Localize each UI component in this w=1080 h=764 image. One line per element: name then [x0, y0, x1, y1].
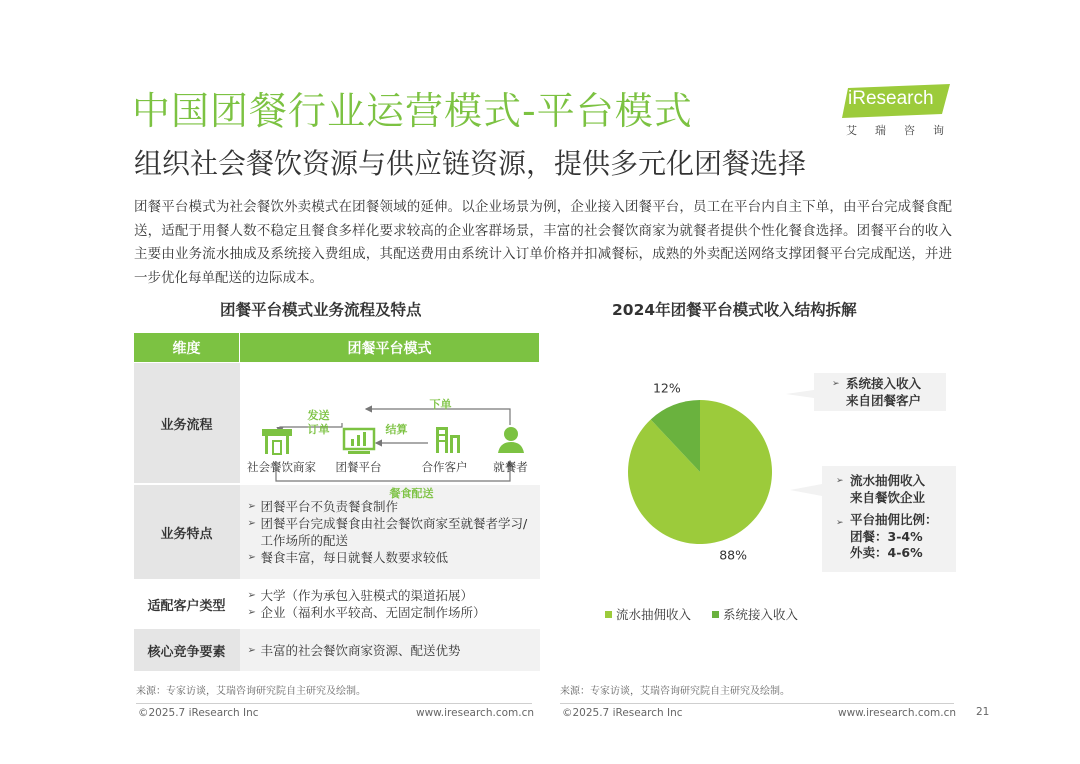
- flow-label-order: 下单: [429, 398, 452, 411]
- list-item: ➢ 丰富的社会餐饮商家资源、配送优势: [248, 642, 534, 659]
- restaurant-icon: [262, 429, 292, 454]
- callout-line: 平台抽佣比例：: [850, 512, 938, 527]
- list-item: ➢ 团餐平台完成餐食由社会餐饮商家至就餐者学习/工作场所的配送: [248, 515, 534, 549]
- callout-line: 外卖：4-6%: [850, 545, 923, 560]
- client-building-icon: [436, 427, 460, 453]
- table-header-mode: 团餐平台模式: [240, 333, 540, 363]
- legend-label: 系统接入收入: [723, 607, 799, 622]
- callout-line: 来自餐饮企业: [850, 489, 926, 505]
- callout-bullet: ➢: [832, 379, 840, 389]
- callout-system-revenue: [832, 376, 921, 409]
- flow-node-merchants: 社会餐饮商家: [247, 460, 316, 474]
- list-item: ➢ 餐食丰富，每日就餐人数要求较低: [248, 549, 534, 566]
- footer-divider-left: [136, 703, 532, 704]
- callout-line: 系统接入收入: [846, 376, 922, 391]
- row-label-client-types: 适配客户类型: [134, 580, 240, 628]
- callout-line: 团餐：3-4%: [850, 528, 923, 544]
- left-section-title: 团餐平台模式业务流程及特点: [220, 301, 422, 319]
- footer-copyright-left: ©2025.7 iResearch Inc: [138, 707, 259, 719]
- process-flow-diagram: [240, 363, 540, 500]
- callout-commission-revenue: [836, 473, 938, 562]
- flow-label-send-2: 订单: [307, 423, 330, 436]
- core-competency-cell: [240, 628, 540, 672]
- callout-bullet: ➢: [836, 518, 844, 528]
- callout-line: 来自团餐客户: [846, 392, 922, 408]
- list-item: ➢ 大学（作为承包入驻模式的渠道拓展）: [248, 587, 534, 604]
- features-cell: [240, 484, 540, 580]
- features-list: [240, 498, 540, 566]
- legend-swatch: [605, 611, 612, 618]
- intro-paragraph: 团餐平台模式为社会餐饮外卖模式在团餐领域的延伸。以企业场景为例，企业接入团餐平台，员工在平台内自主下单，由平台完成餐食配送，适配于用餐人数不稳定且餐食多样化要求较高的企业客群场景，丰富的社会餐饮商家为就餐者提供个性化餐食选择。团餐平台的收入主要由业务流水抽成及系统接入费组成，其配送费用由系统计入订单价格并扣减餐标，成熟的外卖配送网络支撑团餐平台完成配送，并进一步优化每单配送的边际成本。: [134, 199, 952, 286]
- legend-item-commission: [605, 605, 691, 623]
- row-label-features: 业务特点: [134, 484, 240, 580]
- core-competency-list: [240, 642, 540, 659]
- platform-icon: [344, 429, 374, 454]
- callout-line: 流水抽佣收入: [850, 473, 926, 488]
- client-types-cell: [240, 580, 540, 628]
- row-label-core-competency: 核心竞争要素: [134, 628, 240, 672]
- footer-url-left[interactable]: www.iresearch.com.cn: [416, 707, 535, 719]
- page-number: 21: [976, 706, 990, 718]
- flow-label-settle: 结算: [385, 423, 408, 436]
- process-flow-cell: [240, 363, 540, 500]
- pie-label-0: 88%: [719, 547, 748, 563]
- legend-swatch: [712, 611, 719, 618]
- right-source-note: 来源：专家访谈，艾瑞咨询研究院自主研究及绘制。: [560, 686, 790, 697]
- right-section-title: 2024年团餐平台模式收入结构拆解: [612, 301, 857, 319]
- flow-node-diners: 就餐者: [493, 460, 528, 474]
- callout-bullet: ➢: [836, 476, 844, 486]
- legend-item-system: [712, 605, 798, 623]
- row-label-process: 业务流程: [134, 363, 240, 485]
- logo-subtext: 艾瑞咨询: [846, 124, 962, 137]
- table-header-dimension: 维度: [134, 333, 240, 363]
- flow-label-send-1: 发送: [307, 409, 330, 422]
- pie-label-1: 12%: [652, 380, 681, 396]
- platform-mode-table: [133, 332, 540, 673]
- footer-divider-right: [560, 703, 954, 704]
- diner-icon: [498, 427, 524, 453]
- flow-node-platform: 团餐平台: [335, 460, 382, 474]
- flow-label-delivery: 餐食配送: [389, 487, 434, 500]
- client-types-list: [240, 587, 540, 621]
- footer-url-right[interactable]: www.iresearch.com.cn: [838, 707, 957, 719]
- page-title: 中国团餐行业运营模式-平台模式: [132, 89, 693, 133]
- list-item: ➢ 团餐平台不负责餐食制作: [248, 498, 534, 515]
- list-item: ➢ 企业（福利水平较高、无固定制作场所）: [248, 604, 534, 621]
- left-source-note: 来源：专家访谈，艾瑞咨询研究院自主研究及绘制。: [136, 686, 366, 697]
- footer-copyright-right: ©2025.7 iResearch Inc: [562, 707, 683, 719]
- flow-node-clients: 合作客户: [421, 460, 468, 474]
- page-subtitle: 组织社会餐饮资源与供应链资源，提供多元化团餐选择: [134, 147, 807, 180]
- legend-label: 流水抽佣收入: [616, 607, 692, 622]
- logo-text: iResearch: [848, 88, 934, 109]
